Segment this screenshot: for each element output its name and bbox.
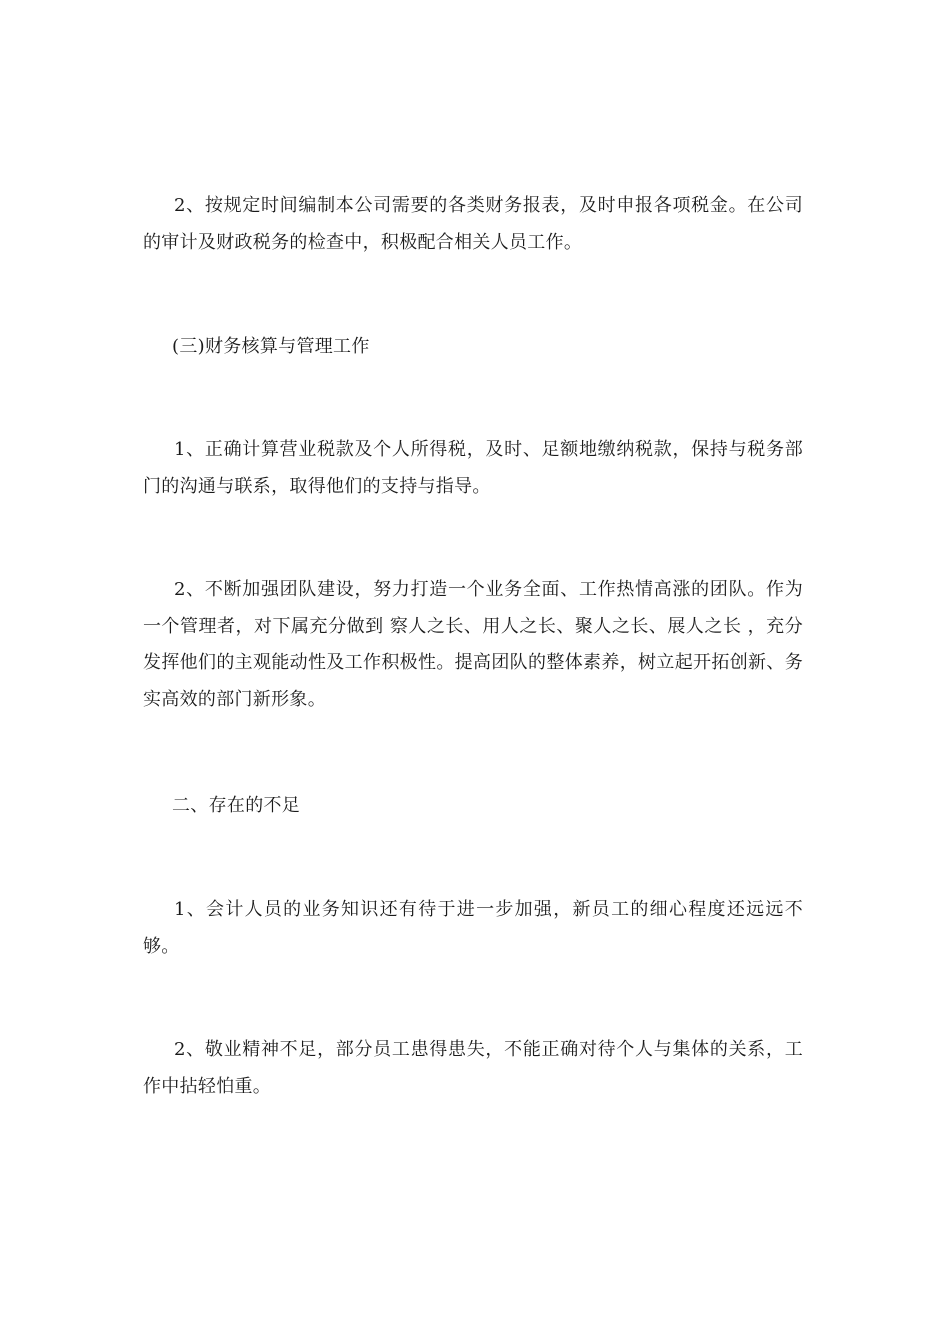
paragraph-knowledge-gap: 1、会计人员的业务知识还有待于进一步加强，新员工的细心程度还远远不够。 bbox=[143, 899, 803, 957]
paragraph-report-filing: 2、按规定时间编制本公司需要的各类财务报表，及时申报各项税金。在公司的审计及财政税务的检查中，积极配合相关人员工作。 bbox=[143, 195, 803, 253]
paragraph-work-ethic: 2、敬业精神不足，部分员工患得患失，不能正确对待个人与集体的关系，工作中拈轻怕重。 bbox=[143, 1039, 803, 1097]
section-heading-accounting: (三)财务核算与管理工作 bbox=[172, 336, 370, 357]
paragraph-tax-payment: 1、正确计算营业税款及个人所得税，及时、足额地缴纳税款，保持与税务部门的沟通与联系，取得他们的支持与指导。 bbox=[143, 439, 803, 497]
paragraph-team-building: 2、不断加强团队建设，努力打造一个业务全面、工作热情高涨的团队。作为一个管理者，对下属充分做到 察人之长、用人之长、聚人之长、展人之长 ，充分发挥他们的主观能动性及工作积极性。提高团队的整体素养，树立起开拓创新、务实高效的部门新形象。 bbox=[143, 579, 803, 710]
section-heading-shortcomings: 二、存在的不足 bbox=[172, 795, 301, 816]
